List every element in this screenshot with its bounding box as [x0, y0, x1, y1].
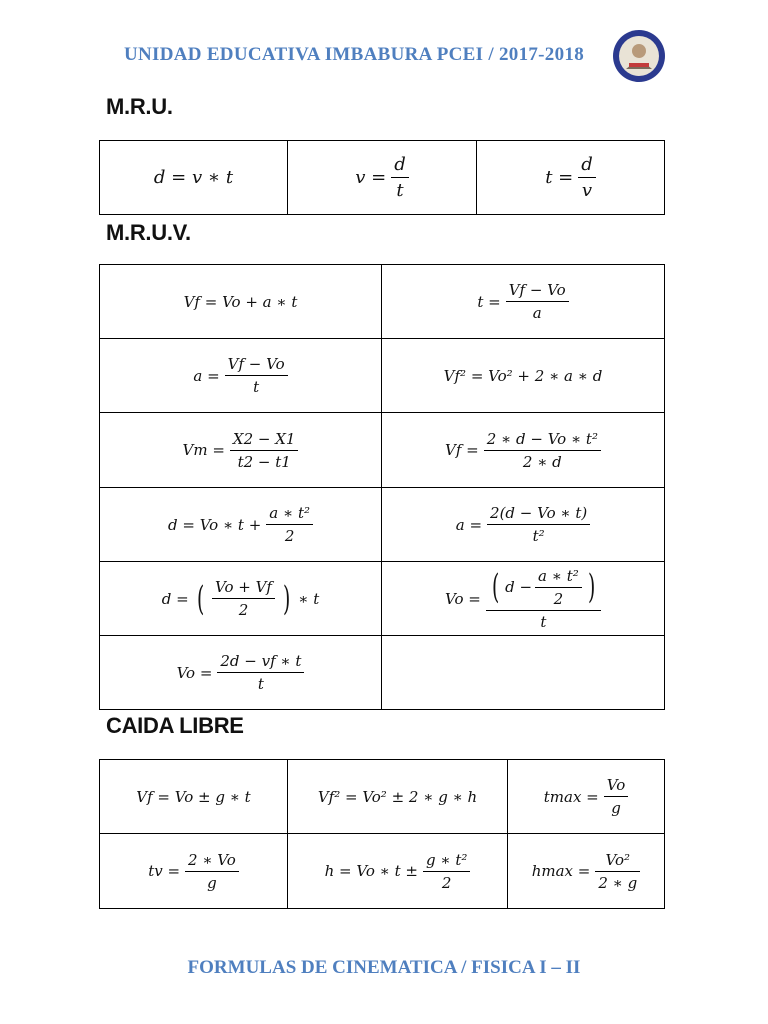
formula-time: t = $\frac{d}{v}$	[477, 141, 665, 215]
formula-free-fall-velocity-squared: Vf² = Vo² ± 2 ∗ g ∗ h	[288, 760, 508, 834]
formula-acceleration: a = $\frac{Vf - Vo}{t}$	[100, 339, 382, 413]
formula-initial-velocity: Vo = ( d − $\frac{\text{a ∗ t²}}{2}$ ) t	[382, 562, 665, 636]
section-title-mruv: M.R.U.V.	[106, 220, 191, 245]
formula-mean-velocity: Vm = $\frac{X2 - X1}{t2 - t1}$	[100, 413, 382, 488]
document-header: UNIDAD EDUCATIVA IMBABURA PCEI / 2017-2018	[123, 44, 585, 65]
formula-final-velocity-alt: Vf = $\frac{\text{2 ∗ d − Vo ∗ t²}}{2 ∗ d}$	[382, 413, 665, 488]
formula-flight-time: tv = $\frac{2 ∗ Vo}{g}$	[100, 834, 288, 909]
formula-max-height: hmax = $\frac{\text{Vo²}}{2 ∗ g}$	[508, 834, 665, 909]
formula-free-fall-velocity: Vf = Vo ± g ∗ t	[100, 760, 288, 834]
formula-distance-average: d = ( $\frac{Vo + Vf}{2}$ ) ∗ t	[100, 562, 382, 636]
formula-final-velocity-squared: Vf² = Vo² + 2 ∗ a ∗ d	[382, 339, 665, 413]
document-footer: FORMULAS DE CINEMATICA / FISICA I – II	[187, 957, 581, 978]
caida-libre-formula-table	[99, 759, 665, 909]
formula-acceleration-alt: a = $\frac{2(d - Vo ∗ t)}{\text{t²}}$	[382, 488, 665, 562]
formula-distance: d = v ∗ t	[100, 141, 288, 215]
formula-final-velocity: Vf = Vo + a ∗ t	[100, 265, 382, 339]
formula-velocity: v = $\frac{d}{t}$	[288, 141, 477, 215]
school-seal-logo	[612, 29, 666, 83]
mruv-formula-table	[99, 264, 665, 710]
formula-max-time: tmax = $\frac{Vo}{g}$	[508, 760, 665, 834]
section-title-caida-libre: CAIDA LIBRE	[106, 713, 244, 738]
formula-initial-velocity-alt: Vo = $\frac{2d - vf ∗ t}{t}$	[100, 636, 382, 710]
formula-distance-mruv: d = Vo ∗ t + $\frac{\text{a ∗ t²}}{2}$	[100, 488, 382, 562]
section-title-mru: M.R.U.	[106, 94, 173, 119]
empty-cell	[382, 636, 665, 710]
mru-formula-table	[99, 140, 665, 215]
formula-height: h = Vo ∗ t ± $\frac{\text{g ∗ t²}}{2}$	[288, 834, 508, 909]
formula-time-mruv: t = $\frac{Vf - Vo}{a}$	[382, 265, 665, 339]
